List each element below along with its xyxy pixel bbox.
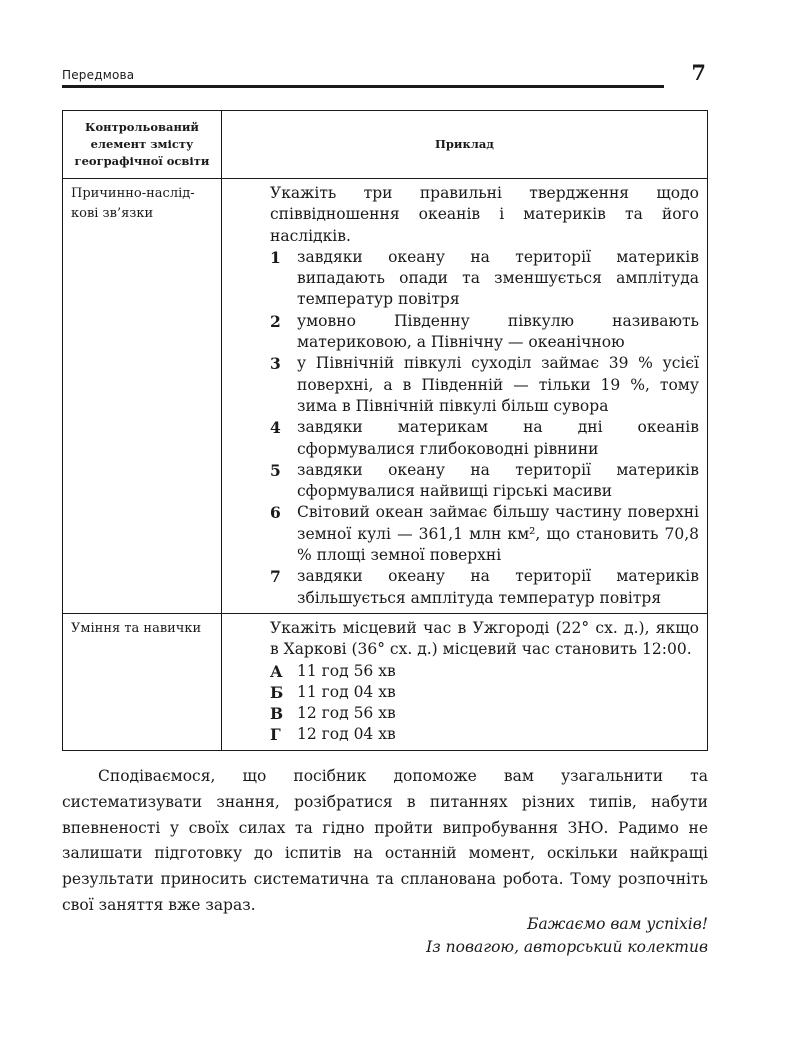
row-example xyxy=(222,179,708,614)
option-letter: А xyxy=(270,661,283,681)
table-header-row xyxy=(63,111,708,179)
question-text: Укажіть місцевий час в Ужгороді (22° сх. д.), якщо в Харкові (36° сх. д.) місцевий час становить 12:00. xyxy=(270,618,699,659)
option-number: 7 xyxy=(270,567,281,587)
option-item xyxy=(270,460,699,503)
option-item xyxy=(270,703,699,724)
option-number: 1 xyxy=(270,247,281,267)
option-text: завдяки океану на території материків збільшується амплітуда температур повітря xyxy=(297,567,699,607)
option-number: 3 xyxy=(270,354,281,374)
closing-signature: Із повагою, авторський колектив xyxy=(426,938,708,956)
option-text: у Північній півкулі суходіл займає 39 % усієї поверхні, а в Південній — тільки 19 %, тому зима в Північній півкулі більш сувора xyxy=(297,354,699,415)
options-list xyxy=(270,247,699,609)
option-text: завдяки материкам на дні океанів сформувалися глибоководні рівнини xyxy=(297,418,699,458)
option-text: 12 год 04 хв xyxy=(297,725,396,744)
option-number: 2 xyxy=(270,311,281,331)
question-text: Укажіть три правильні твердження щодо співвідношення океанів і материків та його наслідків. xyxy=(270,184,699,245)
option-number: 5 xyxy=(270,460,281,480)
option-number: 6 xyxy=(270,503,281,523)
running-header xyxy=(62,62,710,90)
option-item xyxy=(270,502,699,566)
option-text: 11 год 04 хв xyxy=(297,682,396,701)
row-element-label: Уміння та навички xyxy=(63,613,222,750)
examples-table xyxy=(62,110,708,751)
option-letter: Б xyxy=(270,682,284,702)
column-header-example: Приклад xyxy=(222,111,708,179)
option-item xyxy=(270,311,699,354)
option-text: 12 год 56 хв xyxy=(297,704,396,723)
table-row xyxy=(63,613,708,750)
option-item xyxy=(270,682,699,703)
option-text: умовно Південну півкулю називають материковою, а Північну — океанічною xyxy=(297,311,699,352)
closing-wishes: Бажаємо вам успіхів! xyxy=(527,915,708,933)
option-item xyxy=(270,724,699,745)
table-row xyxy=(63,179,708,614)
row-element-label: Причинно-наслід-кові зв’язки xyxy=(63,179,222,614)
closing-block xyxy=(426,913,708,959)
option-item xyxy=(270,353,699,417)
option-item xyxy=(270,661,699,682)
page-number: 7 xyxy=(691,60,706,85)
option-item xyxy=(270,247,699,311)
options-list xyxy=(270,661,699,746)
body-paragraph: Сподіваємося, що посібник допоможе вам узагальнити та систематизувати знання, розібратися в питаннях різних типів, набути впевненості у своїх силах та гідно пройти випробування ЗНО. Радимо не залишати підготовку до іспитів на останній момент, оскільки найкращі результати приносить систематична та спланована робота. Тому розпочніть свої заняття вже зараз. xyxy=(62,767,708,914)
option-text: 11 год 56 хв xyxy=(297,661,396,680)
option-text: Світовий океан займає більшу частину поверхні земної кулі — 361,1 млн км², що становить 70,8 % площі земної поверхні xyxy=(297,503,699,565)
option-letter: Г xyxy=(270,725,281,745)
section-title: Передмова xyxy=(62,68,135,82)
option-letter: В xyxy=(270,704,284,724)
option-item xyxy=(270,566,699,609)
header-rule xyxy=(62,85,664,88)
option-item xyxy=(270,417,699,460)
column-header-element: Контрольований елемент змісту географічної освіти xyxy=(63,111,222,179)
row-example xyxy=(222,613,708,750)
option-number: 4 xyxy=(270,418,281,438)
option-text: завдяки океану на території материків випадають опади та зменшується амплітуда температур повітря xyxy=(297,247,699,309)
option-text: завдяки океану на території материків сформувалися найвищі гірські масиви xyxy=(297,460,699,501)
